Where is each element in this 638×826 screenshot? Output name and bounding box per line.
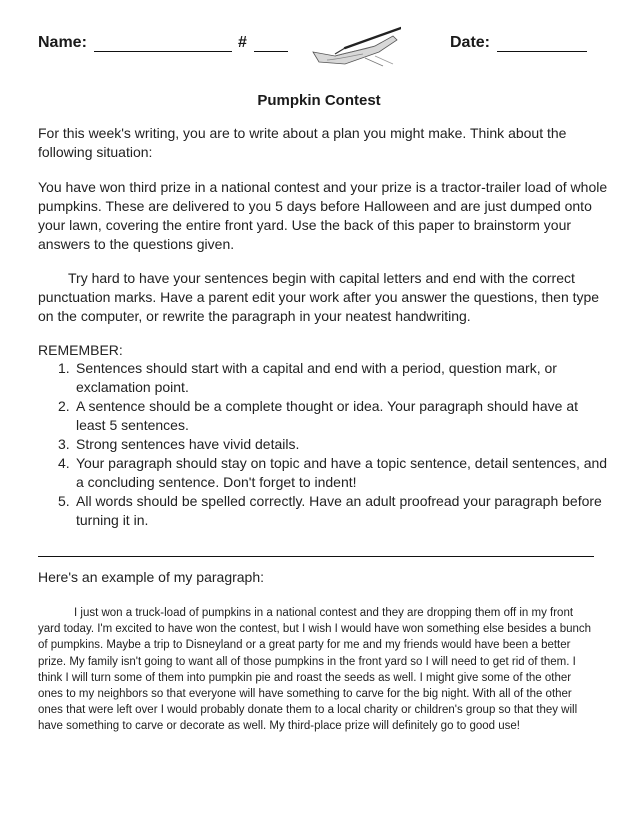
- list-item-text: Strong sentences have vivid details.: [76, 436, 300, 452]
- list-item-number: 4.: [58, 455, 70, 471]
- header-row: [38, 34, 598, 62]
- list-item-text: All words should be spelled correctly. Have an adult proofread your paragraph before turning it in.: [76, 493, 602, 528]
- name-field: [38, 34, 232, 52]
- intro-paragraph: For this week's writing, you are to write about a plan you might make. Think about the following situation:: [38, 125, 567, 160]
- number-label: #: [238, 34, 247, 51]
- number-field: [238, 34, 288, 52]
- name-blank[interactable]: [94, 35, 232, 52]
- section-divider: [38, 556, 594, 557]
- list-item: [38, 454, 608, 492]
- number-blank[interactable]: [254, 35, 288, 52]
- date-blank[interactable]: [497, 35, 587, 52]
- list-item-text: Sentences should start with a capital and end with a period, question mark, or exclamation point.: [76, 360, 557, 395]
- date-label: Date:: [450, 34, 491, 51]
- list-item: [38, 492, 608, 530]
- list-item: [38, 359, 608, 397]
- instructions-paragraph: Try hard to have your sentences begin with capital letters and end with the correct punctuation marks. Have a parent edit your work after you answer the questions, then type on the computer, or rewrite the paragraph in your neatest handwriting.: [38, 270, 600, 324]
- list-item: [38, 397, 608, 435]
- name-label: Name:: [38, 34, 87, 51]
- list-item-text: Your paragraph should stay on topic and have a topic sentence, detail sentences, and a concluding sentence. Don't forget to indent!: [76, 455, 608, 490]
- remember-label: REMEMBER:: [38, 342, 123, 358]
- example-paragraph: I just won a truck-load of pumpkins in a national contest and they are dropping them off in my front yard today. I'm excited to have won the contest, but I wish I would have won something else besides a bunch of pumpkins. Maybe a trip to Disneyland or a great party for me and my friends would have been a better prize. My family isn't going to want all of those pumpkins in the front yard so I will need to get rid of them. I think I will turn some of them into pumpkin pie and roast the seeds as well. I might give some of the other ones to my neighbors so that everyone will have something to carve for the big night. With all of the other ones that were left over I would probably donate them to a local charity or children's group so that they will have something to carve or decorate as well. My third-place prize will definitely go to good use!: [38, 607, 592, 733]
- list-item-text: A sentence should be a complete thought or idea. Your paragraph should have at least 5 sentences.: [76, 398, 579, 433]
- list-item-number: 2.: [58, 398, 70, 414]
- remember-list: [38, 359, 608, 530]
- list-item: [38, 435, 608, 454]
- situation-paragraph: You have won third prize in a national contest and your prize is a tractor-trailer load of whole pumpkins. These are delivered to you 5 days before Halloween and are just dumped onto your lawn, covering the entire front yard. Use the back of this paper to brainstorm your answers to the questions given.: [38, 179, 608, 252]
- page-title: Pumpkin Contest: [257, 92, 381, 109]
- example-label: Here's an example of my paragraph:: [38, 569, 265, 585]
- list-item-number: 3.: [58, 436, 70, 452]
- list-item-number: 1.: [58, 360, 70, 376]
- pen-in-hand-icon: [305, 26, 401, 72]
- date-field: [450, 34, 587, 52]
- list-item-number: 5.: [58, 493, 70, 509]
